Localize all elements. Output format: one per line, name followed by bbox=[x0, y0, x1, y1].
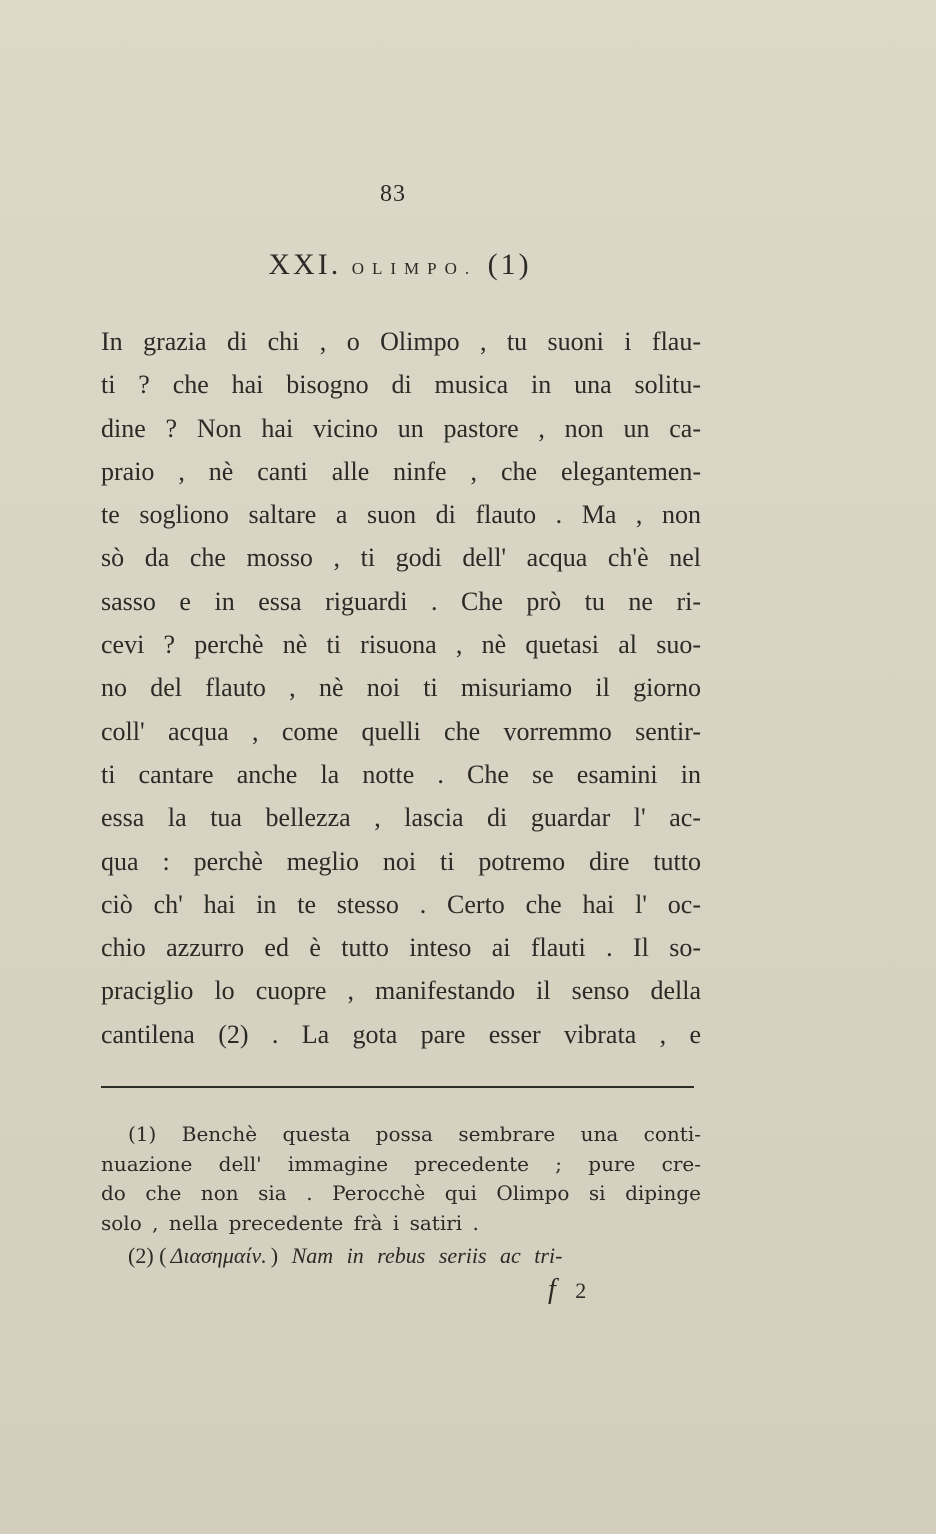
text-line: coll' acqua , come quelli che vorremmo sentir- bbox=[101, 716, 701, 746]
text-line: sò da che mosso , ti godi dell' acqua ch'è nel bbox=[101, 543, 701, 573]
signature-number: 2 bbox=[575, 1278, 587, 1303]
page-number: 83 bbox=[380, 181, 406, 207]
signature-letter: f bbox=[548, 1274, 556, 1305]
footnote-2-latin: Nam in rebus seriis ac tri- bbox=[291, 1243, 563, 1268]
footnote-line: do che non sia . Perocchè qui Olimpo si dipinge bbox=[101, 1181, 701, 1205]
body-text bbox=[101, 320, 701, 1056]
footnote-rule bbox=[101, 1086, 694, 1088]
text-line: chio azzurro ed è tutto inteso ai flauti . Il so- bbox=[101, 933, 701, 963]
chapter-heading bbox=[0, 248, 800, 282]
footnote-2-close-paren: ) bbox=[270, 1243, 279, 1268]
heading-numeral: XXI. bbox=[268, 248, 342, 281]
text-line: sasso e in essa riguardi . Che prò tu ne ri- bbox=[101, 586, 701, 616]
text-line: no del flauto , nè noi ti misuriamo il giorno bbox=[101, 673, 701, 703]
footnote-line: solo , nella precedente frà i satiri . bbox=[101, 1210, 479, 1235]
footnote-2 bbox=[128, 1240, 700, 1272]
text-line: dine ? Non hai vicino un pastore , non un ca- bbox=[101, 413, 701, 443]
text-line: praio , nè canti alle ninfe , che elegantemen- bbox=[101, 456, 701, 486]
footnote-2-greek: Διασημαίν. bbox=[170, 1243, 267, 1268]
text-line: ciò ch' hai in te stesso . Certo che hai l' oc- bbox=[101, 889, 701, 919]
text-line: cevi ? perchè nè ti risuona , nè quetasi al suo- bbox=[101, 630, 701, 660]
text-line: praciglio lo cuopre , manifestando il senso della bbox=[101, 976, 701, 1006]
footnote-line: nuazione dell' immagine precedente ; pure cre- bbox=[101, 1151, 701, 1176]
footnote-line: (1) Benchè questa possa sembrare una conti- bbox=[128, 1122, 701, 1146]
text-line: te sogliono saltare a suon di flauto . Ma , non bbox=[101, 500, 701, 530]
footnote-2-marker: (2) bbox=[128, 1243, 154, 1268]
heading-note-ref: (1) bbox=[487, 248, 532, 281]
text-line: cantilena (2) . La gota pare esser vibrata , e bbox=[101, 1019, 701, 1049]
footnote-2-open-paren: ( bbox=[159, 1243, 167, 1268]
signature-mark bbox=[548, 1274, 586, 1306]
text-line: ti cantare anche la notte . Che se esamini in bbox=[101, 759, 701, 789]
text-line: essa la tua bellezza , lascia di guardar l' ac- bbox=[101, 803, 701, 833]
text-line: qua : perchè meglio noi ti potremo dire tutto bbox=[101, 846, 701, 876]
text-line: In grazia di chi , o Olimpo , tu suoni i flau- bbox=[101, 327, 701, 356]
footnote-1 bbox=[101, 1120, 701, 1238]
text-line: ti ? che hai bisogno di musica in una solitu- bbox=[101, 370, 701, 400]
heading-title: OLIMPO. bbox=[351, 259, 478, 278]
